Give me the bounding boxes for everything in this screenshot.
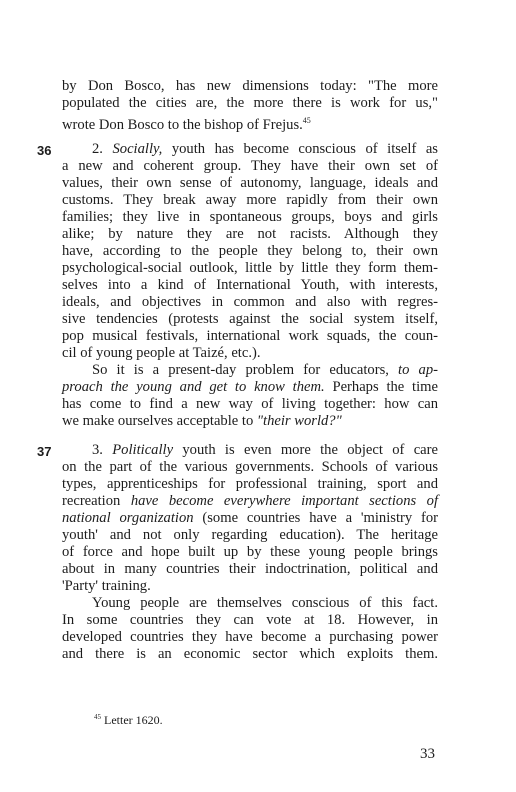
text-span: youth has become conscious of itself as — [162, 141, 438, 157]
text-line: types, apprenticeships for professional training, sport and — [62, 476, 438, 492]
text-line — [62, 362, 438, 379]
italic-text: national organization — [62, 510, 194, 526]
text-line: customs. They break away more rapidly from their own — [62, 192, 438, 208]
text-span: we make ourselves acceptable to — [62, 413, 257, 429]
text-span: recreation — [62, 493, 131, 509]
text-line — [62, 442, 438, 459]
footnote-marker: 45 — [94, 713, 101, 721]
text-line: and there is an economic sector which exploits them. — [62, 646, 438, 662]
text-line: sive tendencies (protests against the social system itself, — [62, 311, 438, 327]
text-line: about in many countries their indoctrination, political and — [62, 561, 438, 577]
text-line: youth' and not only regarding education). The heritage — [62, 527, 438, 543]
text-line: have, according to the people they belong to, their own — [62, 243, 438, 259]
text-line — [62, 413, 342, 430]
text-line: developed countries they have become a purchasing power — [62, 629, 438, 645]
text-line: Young people are themselves conscious of this fact. — [92, 595, 438, 611]
text-line — [62, 379, 438, 396]
text-line: populated the cities are, the more there is work for us," — [62, 95, 438, 111]
text-line: ideals, and objectives in common and also with regres- — [62, 294, 438, 310]
text-line: selves into a kind of International Youth, with interests, — [62, 277, 438, 293]
footnote-reference: 45 — [302, 116, 311, 125]
italic-text: Socially, — [112, 141, 163, 157]
text-line: of force and hope built up by these young people brings — [62, 544, 438, 560]
section-number: 2. — [92, 141, 103, 157]
text-line: on the part of the various governments. Schools of various — [62, 459, 438, 475]
text-line: has come to find a new way of living together: how can — [62, 396, 438, 412]
text-span: (some countries have a 'ministry for — [193, 510, 439, 526]
margin-number: 37 — [37, 444, 52, 459]
text-line — [62, 141, 438, 158]
text-span: Perhaps the time — [324, 379, 438, 395]
text-line: In some countries they can vote at 18. However, in — [62, 612, 438, 628]
text-span: wrote Don Bosco to the bishop of Frejus. — [62, 117, 303, 133]
footnote — [94, 710, 163, 727]
text-line: a new and coherent group. They have their own set of — [62, 158, 438, 174]
text-line — [62, 510, 438, 527]
text-line: pop musical festivals, international work squads, the coun- — [62, 328, 438, 344]
text-line — [62, 493, 438, 510]
italic-text: to ap- — [398, 362, 438, 378]
page-number: 33 — [420, 746, 435, 762]
text-span: So it is a present-day problem for educators, — [92, 362, 399, 378]
footnote-text: Letter 1620. — [101, 713, 163, 727]
section-number: 3. — [92, 442, 103, 458]
text-line — [62, 112, 311, 133]
text-line: families; they live in spontaneous groups, boys and girls — [62, 209, 438, 225]
italic-text: "their world?" — [256, 413, 342, 429]
margin-number: 36 — [37, 143, 52, 158]
text-line: values, their own sense of autonomy, language, ideals and — [62, 175, 438, 191]
text-line: by Don Bosco, has new dimensions today: "The more — [62, 78, 438, 94]
italic-text: have become everywhere important sections of — [130, 493, 439, 509]
text-line: 'Party' training. — [62, 578, 151, 594]
text-line: psychological-social outlook, little by little they form them- — [62, 260, 438, 276]
text-span: youth is even more the object of care — [173, 442, 438, 458]
italic-text: Politically — [112, 442, 174, 458]
italic-text: proach the young and get to know them. — [62, 379, 325, 395]
text-line: cil of young people at Taizé, etc.). — [62, 345, 261, 361]
text-line: alike; by nature they are not racists. Although they — [62, 226, 438, 242]
